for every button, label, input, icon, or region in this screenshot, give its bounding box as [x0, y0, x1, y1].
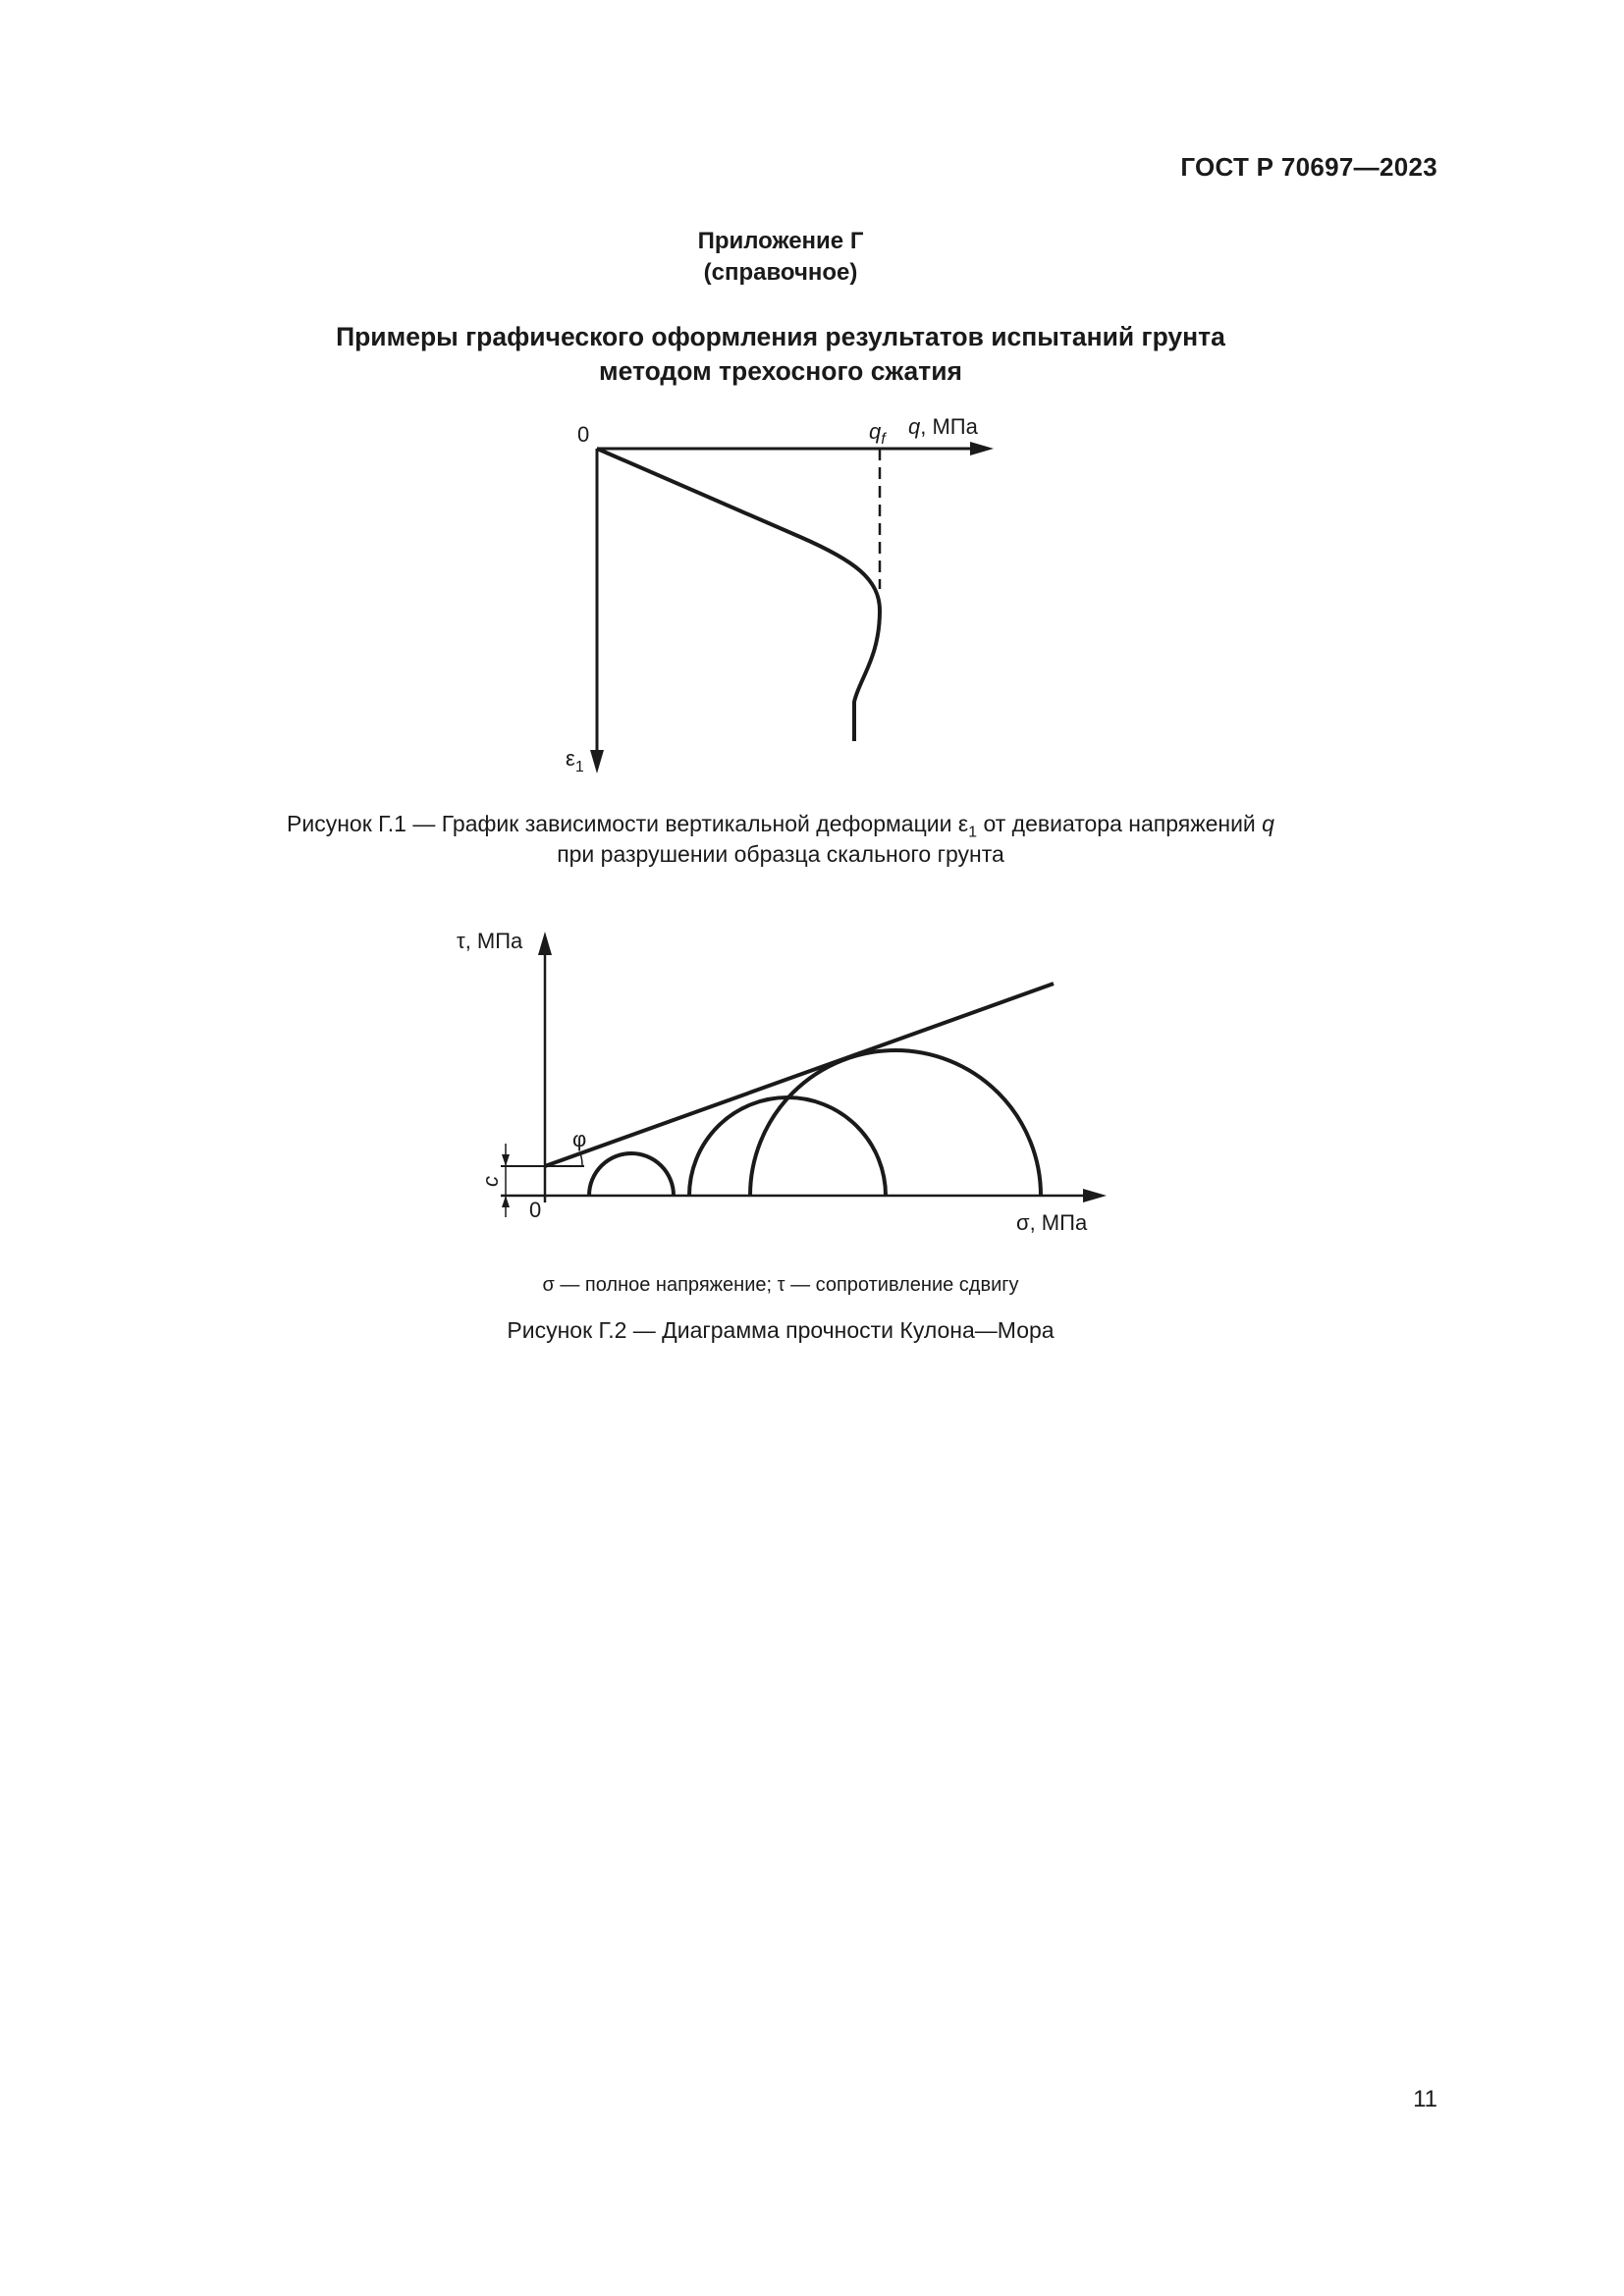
fig1-q-axis-arrow	[970, 442, 994, 455]
fig2-origin-label: 0	[529, 1198, 542, 1222]
fig2-sigma-axis-arrow	[1083, 1189, 1107, 1202]
page-number: 11	[1413, 2086, 1437, 2112]
appendix-title: Приложение Г	[697, 228, 864, 254]
figure-1-caption-line1: Рисунок Г.1 — График зависимости вертикальной деформации $\varepsilon_1$ от девиатора напряжений q	[287, 811, 1274, 841]
fig2-c-arrow-top	[502, 1154, 510, 1166]
appendix-heading-line1: Примеры графического оформления результатов испытаний грунта	[336, 322, 1225, 351]
appendix-kind: (справочное)	[703, 259, 858, 286]
fig1-epsilon-axis-label: $\varepsilon_1$	[566, 746, 584, 775]
figure-2-chart	[447, 918, 1134, 1242]
fig2-phi-label: φ	[572, 1127, 587, 1151]
fig2-sigma-axis-label: σ, МПа	[1016, 1210, 1088, 1235]
fig2-c-arrow-bottom	[502, 1196, 510, 1207]
fig2-mohr-circle-2	[689, 1097, 886, 1196]
appendix-heading-line2: методом трехосного сжатия	[598, 356, 963, 386]
figure-1-chart	[550, 402, 1021, 785]
figure-2-legend: σ — полное напряжение; τ — сопротивление сдвигу	[542, 1274, 1019, 1296]
figure-1-caption-line2: при разрушении образца скального грунта	[557, 841, 1004, 867]
fig1-q-axis-label: q, МПа	[908, 414, 978, 439]
fig2-phi-arc	[580, 1153, 582, 1166]
fig1-origin-label: 0	[577, 422, 590, 447]
fig1-curve	[597, 449, 880, 741]
fig2-mohr-circle-1	[589, 1153, 674, 1196]
fig2-tau-axis-arrow	[538, 932, 552, 955]
fig2-c-label: c	[478, 1176, 503, 1187]
fig1-qf-label: $q_f$	[869, 419, 886, 448]
fig2-tau-axis-label: τ, МПа	[457, 929, 523, 953]
fig2-mohr-circle-3	[750, 1050, 1041, 1196]
fig1-epsilon-axis-arrow	[590, 750, 604, 774]
figure-2-caption: Рисунок Г.2 — Диаграмма прочности Кулона—Мора	[507, 1317, 1055, 1343]
document-code: ГОСТ Р 70697—2023	[1180, 152, 1437, 182]
